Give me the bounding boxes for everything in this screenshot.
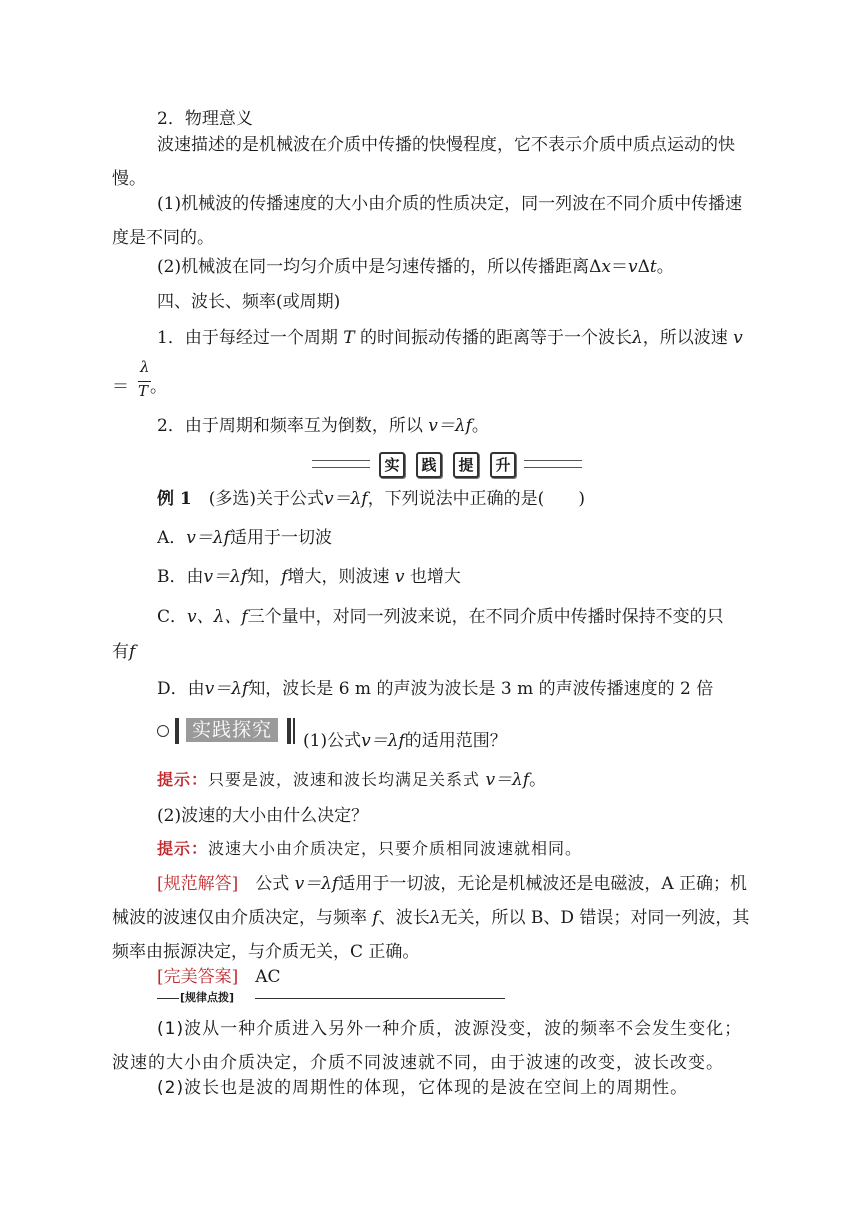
paragraph-period-relation: 1．由于每经过一个周期 T 的时间振动传播的距离等于一个波长λ，所以波速 v bbox=[157, 328, 743, 348]
banner-char-4: 升 bbox=[490, 452, 516, 478]
section-heading-physical-meaning: 2．物理意义 bbox=[157, 109, 253, 129]
option-b: B．由v＝λf知，f增大，则波速 v 也增大 bbox=[157, 567, 461, 587]
banner-right-rule bbox=[524, 460, 582, 468]
rule-tip-paragraph-1: (1)波从一种介质进入另外一种介质，波源没变，波的频率不会发生变化；波速的大小由介质决定，介质不同波速就不同，由于波速的改变，波长改变。 bbox=[112, 1019, 743, 1073]
explore-answer-1: 提示：只要是波，波速和波长均满足关系式 v＝λf。 bbox=[157, 770, 547, 790]
rule-tip-paragraph-2: (2)波长也是波的周期性的体现，它体现的是波在空间上的周期性。 bbox=[157, 1078, 689, 1098]
paragraph-uniform-propagation: (2)机械波在同一均匀介质中是匀速传播的，所以传播距离Δx＝vΔt。 bbox=[157, 257, 674, 277]
banner-char-1: 实 bbox=[379, 452, 405, 478]
explore-left-bar bbox=[175, 718, 179, 744]
practice-banner bbox=[312, 452, 582, 478]
explore-answer-2: 提示：波速大小由介质决定，只要介质相同波速就相同。 bbox=[157, 839, 583, 858]
option-a: A．v＝λf适用于一切波 bbox=[157, 528, 332, 548]
option-d: D．由v＝λf知，波长是 6 m 的声波为波长是 3 m 的声波传播速度的 2 倍 bbox=[157, 679, 714, 699]
practice-explore-label bbox=[157, 718, 307, 744]
banner-char-3: 提 bbox=[453, 452, 479, 478]
section-heading-wavelength-frequency: 四、波长、频率(或周期) bbox=[157, 292, 341, 312]
circle-icon bbox=[157, 725, 169, 737]
paragraph-wave-speed-meaning: 波速描述的是机械波在介质中传播的快慢程度，它不表示介质中质点运动的快慢。 bbox=[112, 135, 735, 189]
rule-tip-header: [规律点拨] bbox=[157, 988, 507, 1008]
example-stem: 例 1 (多选)关于公式v＝λf，下列说法中正确的是( ) bbox=[157, 489, 585, 509]
option-c-line-1: C．v、λ、f三个量中，对同一列波来说，在不同介质中传播时保持不变的只 bbox=[157, 607, 724, 627]
paragraph-frequency-relation: 2．由于周期和频率互为倒数，所以 v＝λf。 bbox=[157, 416, 489, 436]
explore-right-bar-thin bbox=[293, 718, 295, 744]
solution-paragraph: [规范解答] 公式 v＝λf适用于一切波，无论是机械波还是电磁波，A 正确；机械波的波速仅由介质决定，与频率 f、波长λ无关，所以 B、D 错误；对同一列波，其频率由振源决定，与介质无关，C 正确。 bbox=[112, 874, 750, 962]
explore-title: 实践探究 bbox=[186, 718, 278, 742]
rule-tip-left-line bbox=[157, 998, 179, 999]
explore-right-bar bbox=[287, 718, 291, 744]
banner-left-rule bbox=[312, 460, 370, 468]
explore-question-1: (1)公式v＝λf的适用范围？ bbox=[303, 731, 507, 751]
paragraph-wave-speed-medium: (1)机械波的传播速度的大小由介质的性质决定，同一列波在不同介质中传播速度是不同的。 bbox=[112, 194, 743, 248]
option-c-line-2: 有f bbox=[112, 642, 136, 662]
answer-line: [完美答案] AC bbox=[157, 967, 281, 987]
banner-char-2: 践 bbox=[416, 452, 442, 478]
explore-question-2: (2)波速的大小由什么决定？ bbox=[157, 806, 369, 826]
formula-v-equals-lambda-over-t: ＝ λ T 。 bbox=[112, 358, 167, 400]
rule-tip-right-line bbox=[255, 998, 505, 999]
